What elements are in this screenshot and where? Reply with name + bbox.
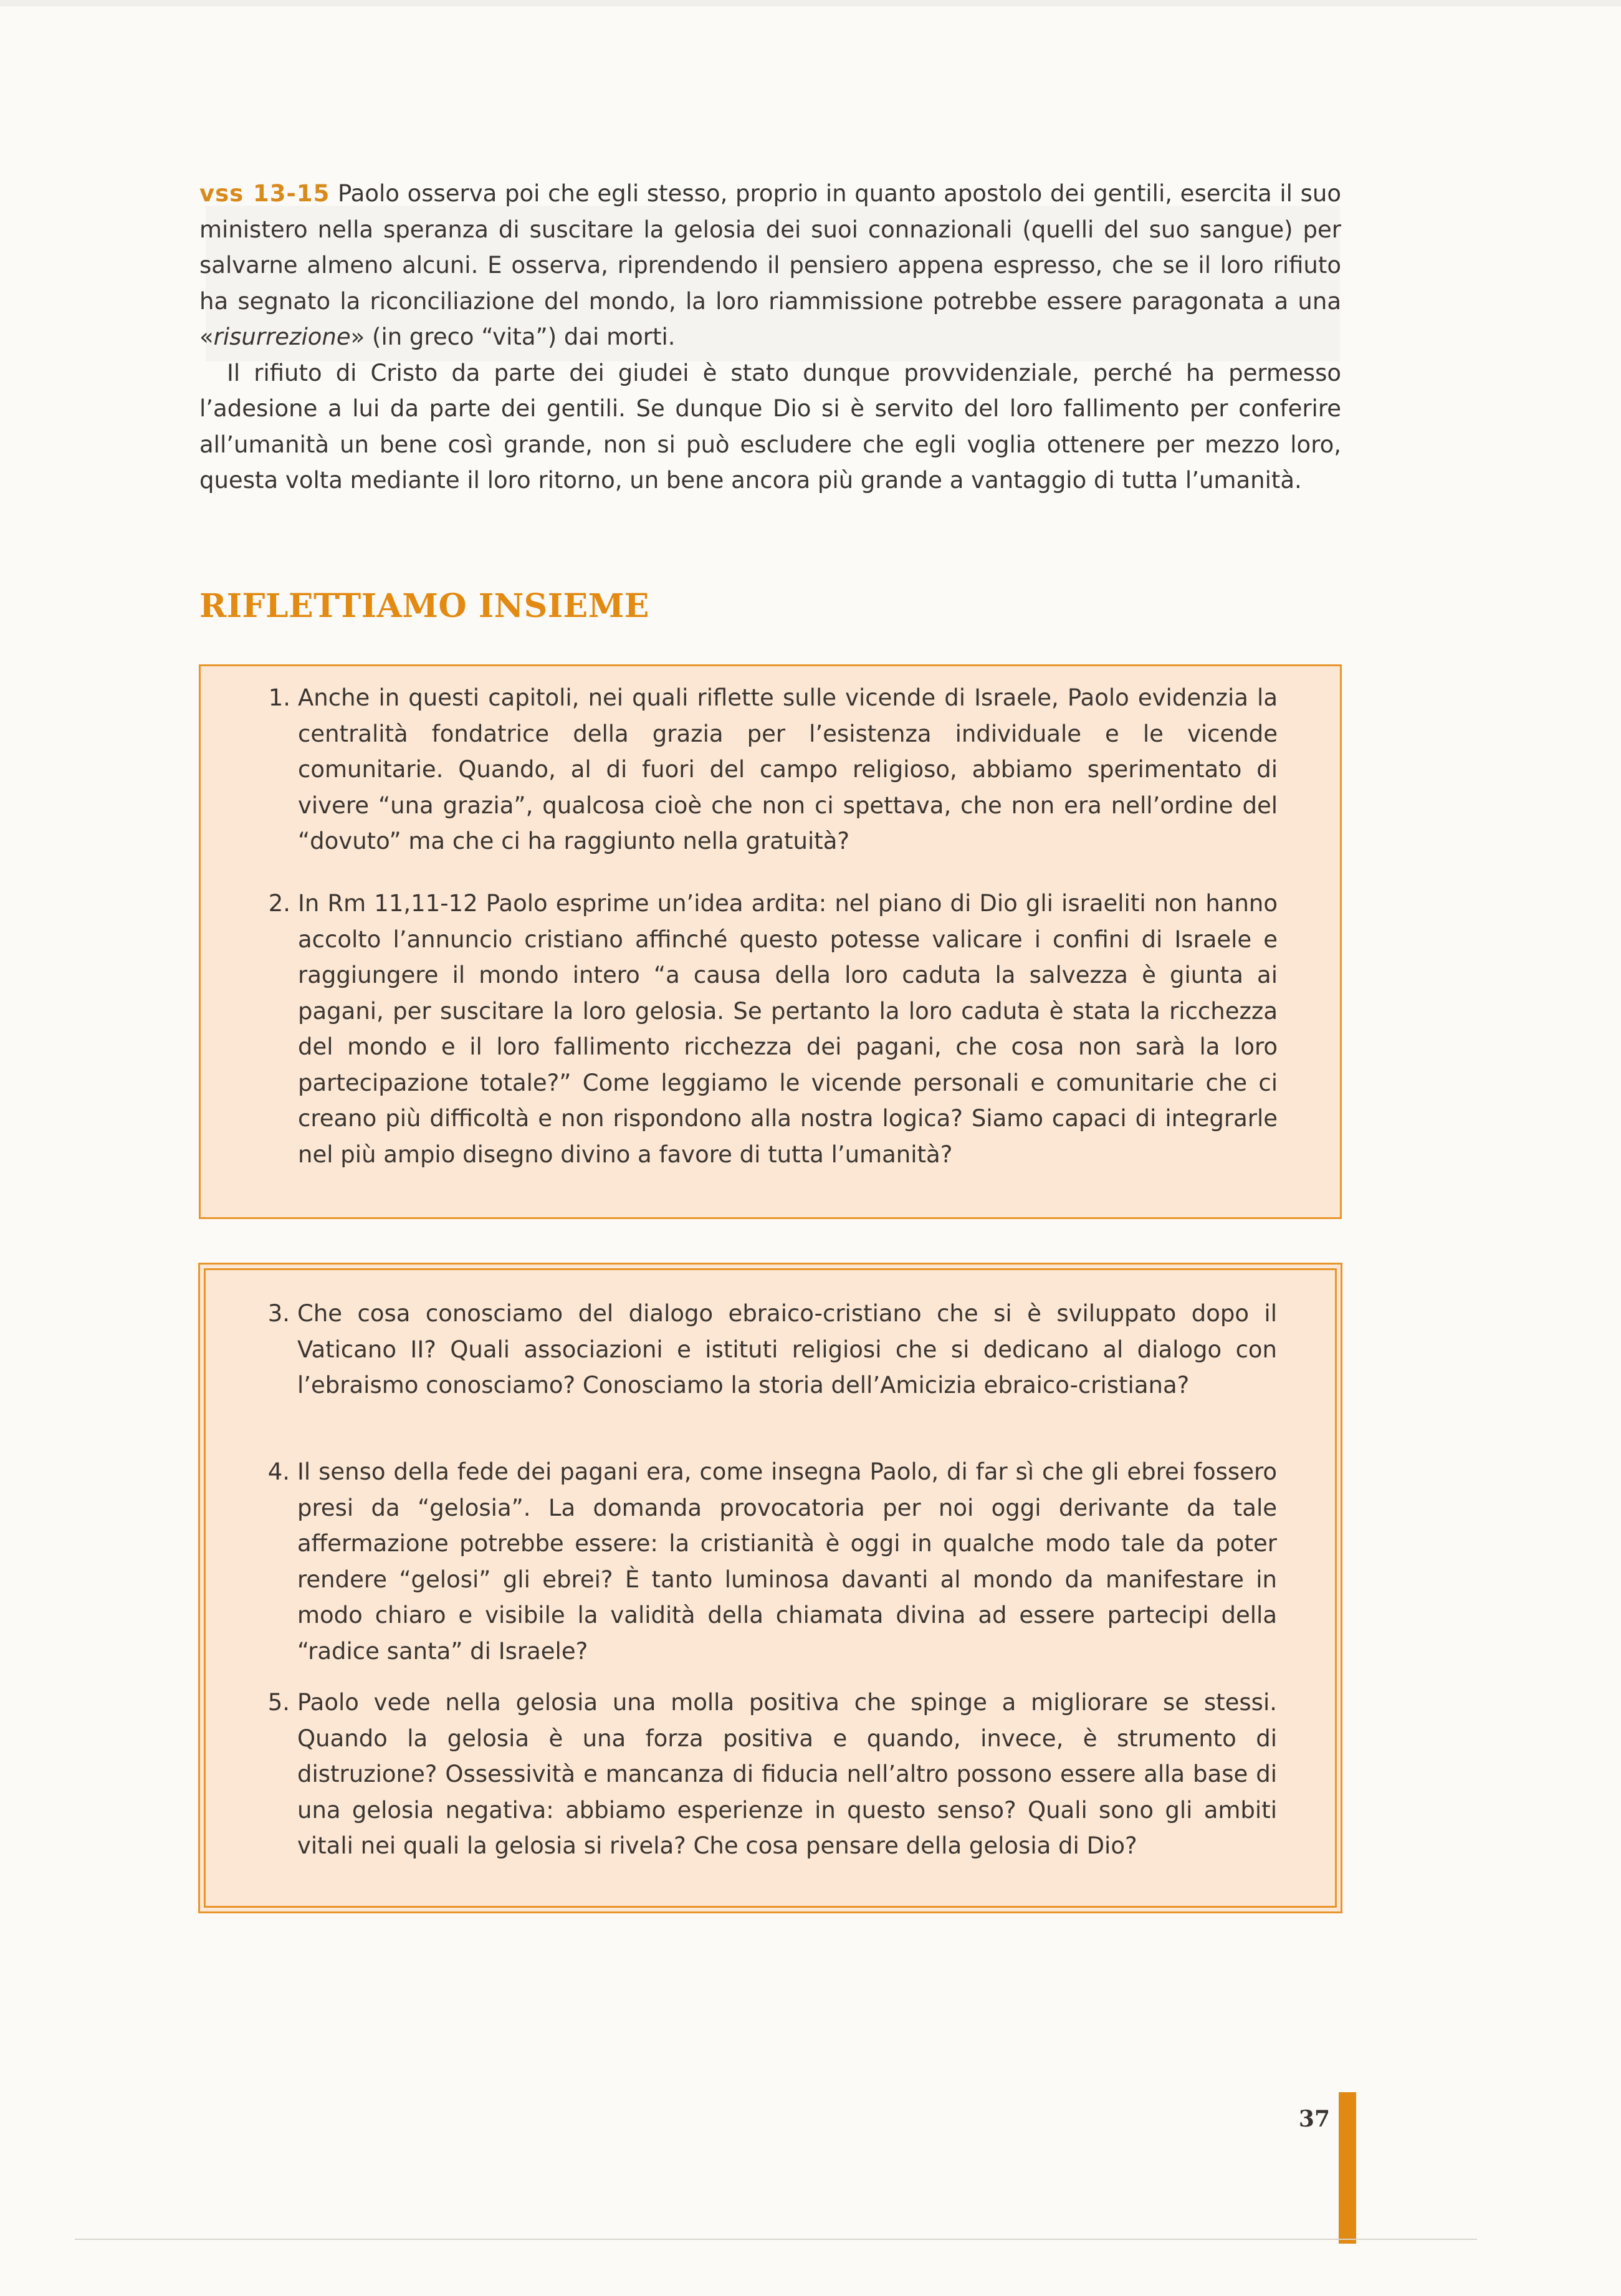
question-number: 3. xyxy=(267,1300,290,1327)
question-number: 4. xyxy=(267,1458,290,1485)
question-number: 2. xyxy=(268,890,290,917)
question-item-5 xyxy=(267,1685,1277,1864)
question-number: 1. xyxy=(268,684,290,711)
question-item-4 xyxy=(267,1454,1277,1669)
question-text: Anche in questi capitoli, nei quali riflette sulle vicende di Israele, Paolo evidenzia la centralità fondatrice della grazia per l’esistenza individuale e le vicende comunitarie. Quando, al di fuori del campo religioso, abbiamo sperimentato di vivere “una grazia”, qualcosa cioè che non ci spettava, che non era nell’ordine del “dovuto” ma che ci ha raggiunto nella gratuità? xyxy=(298,684,1278,854)
question-text: In Rm 11,11-12 Paolo esprime un’idea ardita: nel piano di Dio gli israeliti non hanno accolto l’annuncio cristiano affinché questo potesse valicare i confini di Israele e raggiungere il mondo intero “a causa della loro caduta la salvezza è giunta ai pagani, per suscitare la loro gelosia. Se pertanto la loro caduta è stata la ricchezza del mondo e il loro fallimento ricchezza dei pagani, che cosa non sarà la loro partecipazione totale?” Come leggiamo le vicende personali e comunitarie che ci creano più difficoltà e non rispondono alla nostra logica? Siamo capaci di integrarle nel più ampio disegno divino a favore di tutta l’umanità? xyxy=(298,890,1278,1168)
intro-paragraph-2: Il rifiuto di Cristo da parte dei giudei è stato dunque provvidenziale, perché ha permesso l’adesione a lui da parte dei gentili. Se dunque Dio si è servito del loro fallimento per conferire all’umanità un bene così grande, non si può escludere che egli voglia ottenere per mezzo loro, questa volta mediante il loro ritorno, un bene ancora più grande a vantaggio di tutta l’umanità. xyxy=(199,359,1341,494)
question-item-2 xyxy=(268,886,1278,1172)
questions-box-1 xyxy=(199,664,1342,1219)
question-item-3 xyxy=(267,1296,1277,1404)
page-edge-marker xyxy=(1339,2092,1356,2244)
page-number: 37 xyxy=(1298,2106,1330,2132)
question-text: Che cosa conosciamo del dialogo ebraico-cristiano che si è sviluppato dopo il Vaticano II? Quali associazioni e istituti religiosi che si dedicano al dialogo con l’ebraismo conosciamo? Conosciamo la storia dell’Amicizia ebraico-cristiana? xyxy=(297,1300,1277,1399)
question-item-1 xyxy=(268,680,1278,859)
italic-term: risurrezione xyxy=(213,323,351,350)
questions-box-2 xyxy=(198,1263,1342,1913)
page-top-edge xyxy=(0,0,1621,6)
page-bottom-edge xyxy=(75,2239,1477,2240)
question-text: Il senso della fede dei pagani era, come insegna Paolo, di far sì che gli ebrei fossero presi da “gelosia”. La domanda provocatoria per noi oggi derivante da tale affermazione potrebbe essere: la cristianità è oggi in qualche modo tale da poter rendere “gelosi” gli ebrei? È tanto luminosa davanti al mondo da manifestare in modo chiaro e visibile la validità della chiamata divina ad essere partecipi della “radice santa” di Israele? xyxy=(297,1458,1277,1665)
question-number: 5. xyxy=(267,1689,290,1716)
section-title: RIFLETTIAMO INSIEME xyxy=(199,587,649,625)
question-text: Paolo vede nella gelosia una molla positiva che spinge a migliorare se stessi. Quando la gelosia è una forza positiva e quando, invece, è strumento di distruzione? Ossessività e mancanza di fiducia nell’altro possono essere alla base di una gelosia negativa: abbiamo esperienze in questo senso? Quali sono gli ambiti vitali nei quali la gelosia si rivela? Che cosa pensare della gelosia di Dio? xyxy=(297,1689,1277,1859)
intro-paragraph-1: vss 13-15 Paolo osserva poi che egli stesso, proprio in quanto apostolo dei gentili, esercita il suo ministero nella speranza di suscitare la gelosia dei suoi connazionali (quelli del suo sangue) per salvarne almeno alcuni. E osserva, riprendendo il pensiero appena espresso, che se il loro rifiuto ha segnato la riconciliazione del mondo, la loro riammissione potrebbe essere paragonata a una «risurrezione» (in greco “vita”) dai morti. xyxy=(199,180,1341,350)
verse-reference: vss 13-15 xyxy=(199,180,330,207)
intro-text xyxy=(199,176,1341,499)
